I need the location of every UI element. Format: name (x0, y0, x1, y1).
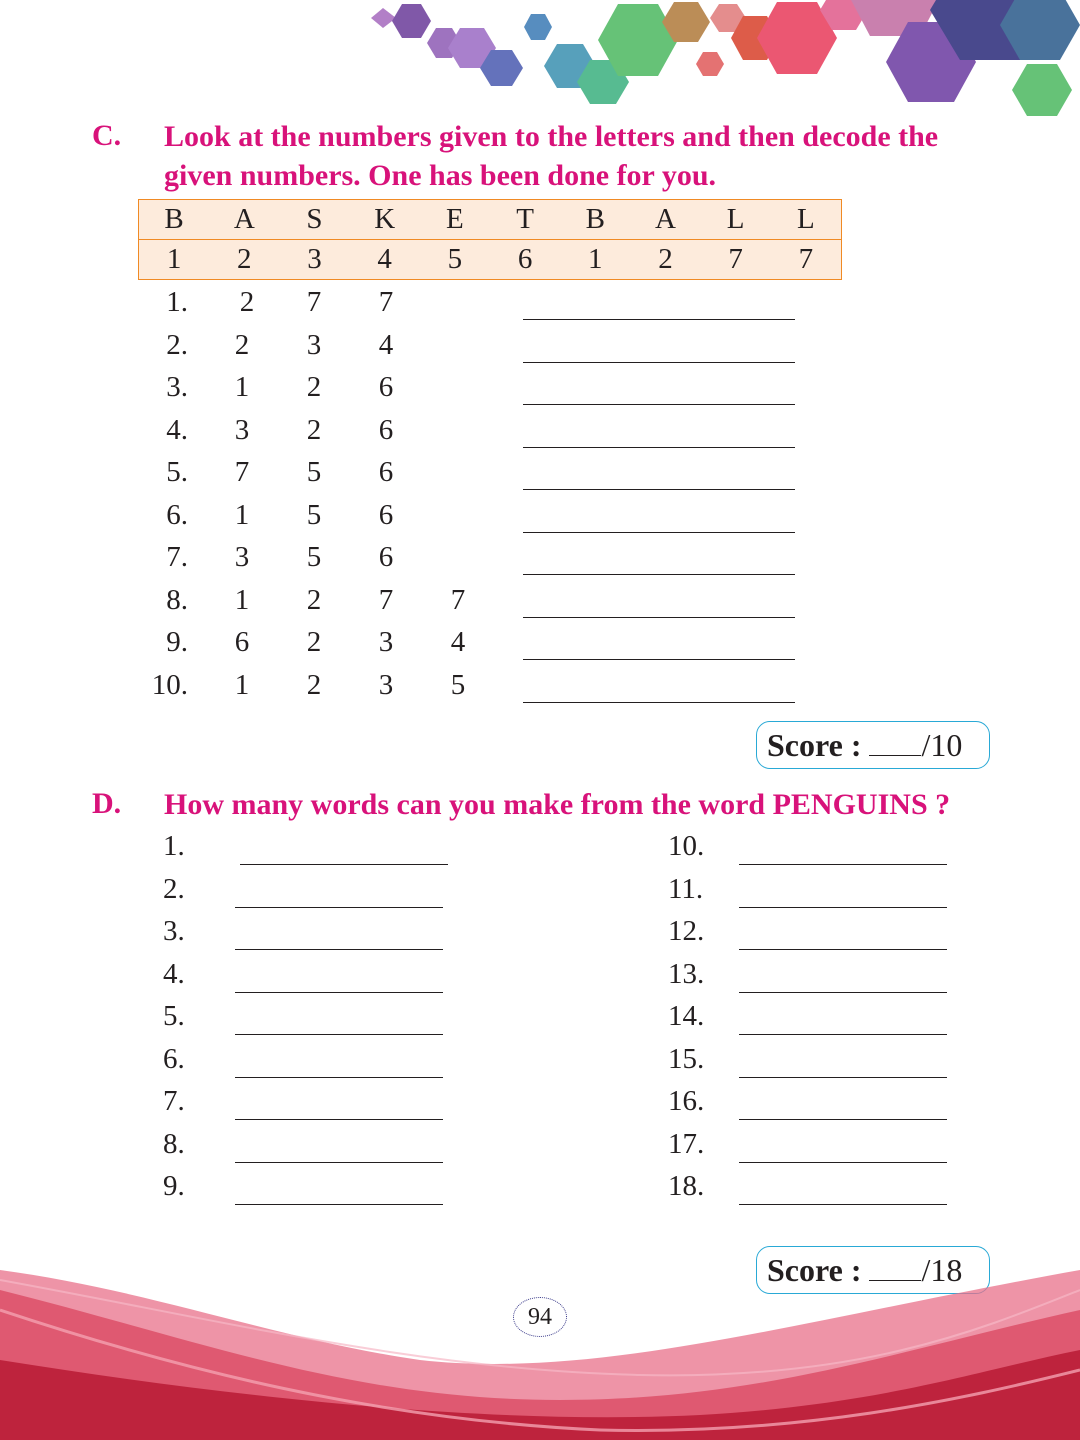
word-item (668, 1128, 958, 1170)
item-number: 6. (166, 499, 188, 531)
key-number: 7 (771, 240, 842, 280)
key-number: 2 (209, 240, 279, 280)
word-item-number: 6. (163, 1043, 185, 1075)
key-letter: T (490, 200, 560, 240)
item-number: 2. (166, 329, 188, 361)
word-item-number: 8. (163, 1128, 185, 1160)
item-digit: 3 (378, 626, 394, 658)
item-digit: 2 (306, 414, 322, 446)
word-item (668, 1085, 958, 1127)
key-number: 1 (139, 240, 210, 280)
item-digit: 6 (378, 541, 394, 573)
item-digit: 5 (450, 669, 466, 701)
word-answer-line[interactable] (235, 1119, 443, 1120)
key-number: 2 (630, 240, 700, 280)
item-digit: 7 (306, 286, 322, 318)
word-item-number: 10. (668, 830, 705, 862)
header-hexagon-decoration (0, 0, 1080, 130)
word-answer-line[interactable] (235, 1034, 443, 1035)
item-digit: 2 (234, 329, 250, 361)
item-digit: 5 (306, 541, 322, 573)
score-total: /18 (921, 1252, 963, 1288)
code-key-table (138, 199, 842, 280)
answer-line[interactable] (523, 532, 795, 533)
answer-line[interactable] (523, 404, 795, 405)
word-answer-line[interactable] (235, 1077, 443, 1078)
word-item-number: 15. (668, 1043, 705, 1075)
item-number: 3. (166, 371, 188, 403)
word-item-number: 14. (668, 1000, 705, 1032)
key-letter: K (350, 200, 420, 240)
key-number: 5 (420, 240, 490, 280)
answer-line[interactable] (523, 319, 795, 320)
item-digit: 2 (306, 669, 322, 701)
word-answer-line[interactable] (739, 1077, 947, 1078)
word-item (163, 915, 453, 957)
word-answer-line[interactable] (739, 1034, 947, 1035)
key-letter: A (630, 200, 700, 240)
word-item (668, 830, 958, 872)
word-item-number: 16. (668, 1085, 705, 1117)
key-number: 4 (350, 240, 420, 280)
word-item (163, 1000, 453, 1042)
item-number: 1. (166, 286, 188, 318)
footer-wave-decoration (0, 1250, 1080, 1440)
page-number: 94 (513, 1297, 567, 1337)
word-item-number: 3. (163, 915, 185, 947)
item-digit: 6 (378, 456, 394, 488)
answer-line[interactable] (523, 489, 795, 490)
word-item (163, 1170, 453, 1212)
key-letter: L (771, 200, 842, 240)
word-answer-line[interactable] (739, 1119, 947, 1120)
key-number: 6 (490, 240, 560, 280)
item-digit: 4 (378, 329, 394, 361)
score-blank[interactable] (869, 725, 921, 756)
word-item-number: 11. (668, 873, 704, 905)
answer-line[interactable] (523, 702, 795, 703)
word-answer-line[interactable] (739, 907, 947, 908)
word-item-number: 13. (668, 958, 705, 990)
item-number: 8. (166, 584, 188, 616)
word-item-number: 5. (163, 1000, 185, 1032)
answer-line[interactable] (523, 574, 795, 575)
item-digit: 3 (234, 414, 250, 446)
score-label: Score : (767, 727, 862, 763)
item-digit: 2 (306, 371, 322, 403)
item-digit: 4 (450, 626, 466, 658)
word-item (668, 1043, 958, 1085)
key-letter: B (139, 200, 210, 240)
word-item (668, 1000, 958, 1042)
word-item-number: 17. (668, 1128, 705, 1160)
item-digit: 3 (234, 541, 250, 573)
item-number: 7. (166, 541, 188, 573)
item-number: 9. (166, 626, 188, 658)
word-item-number: 18. (668, 1170, 705, 1202)
key-letter: S (279, 200, 349, 240)
key-letter: E (420, 200, 490, 240)
word-item (163, 873, 453, 915)
item-digit: 7 (378, 286, 394, 318)
word-item (163, 830, 453, 872)
item-number: 4. (166, 414, 188, 446)
item-digit: 1 (234, 584, 250, 616)
word-item (163, 1043, 453, 1085)
section-c-question-line1: Look at the numbers given to the letters and then decode the (164, 120, 939, 153)
word-answer-line[interactable] (235, 949, 443, 950)
section-d-question: How many words can you make from the word PENGUINS ? (164, 788, 951, 821)
item-digit: 6 (378, 499, 394, 531)
score-box-c (756, 721, 990, 769)
item-digit: 2 (239, 286, 255, 318)
word-item (668, 873, 958, 915)
section-c-question-line2: given numbers. One has been done for you. (164, 159, 717, 192)
section-c-letter: C. (92, 119, 122, 152)
key-number: 1 (560, 240, 630, 280)
word-answer-line[interactable] (235, 1204, 443, 1205)
word-item (668, 1170, 958, 1212)
item-digit: 6 (378, 371, 394, 403)
word-answer-line[interactable] (235, 907, 443, 908)
key-letters-row (139, 200, 842, 240)
key-letter: B (560, 200, 630, 240)
item-digit: 2 (306, 584, 322, 616)
word-answer-line[interactable] (235, 1162, 443, 1163)
answer-line[interactable] (523, 617, 795, 618)
word-answer-line[interactable] (739, 1162, 947, 1163)
word-answer-line[interactable] (739, 1204, 947, 1205)
item-digit: 1 (234, 371, 250, 403)
word-item-number: 12. (668, 915, 705, 947)
key-number: 3 (279, 240, 349, 280)
item-digit: 6 (378, 414, 394, 446)
item-digit: 7 (450, 584, 466, 616)
item-digit: 1 (234, 669, 250, 701)
word-answer-line[interactable] (739, 864, 947, 865)
score-label: Score : (767, 1252, 862, 1288)
answer-line[interactable] (523, 447, 795, 448)
item-digit: 2 (306, 626, 322, 658)
word-item (163, 1128, 453, 1170)
word-answer-line[interactable] (240, 864, 448, 865)
item-digit: 5 (306, 499, 322, 531)
item-number: 10. (151, 669, 188, 701)
item-digit: 7 (378, 584, 394, 616)
word-item (668, 915, 958, 957)
key-letter: L (701, 200, 771, 240)
section-d-letter: D. (92, 787, 122, 820)
item-digit: 7 (234, 456, 250, 488)
key-numbers-row (139, 240, 842, 280)
answer-line[interactable] (523, 659, 795, 660)
word-item-number: 4. (163, 958, 185, 990)
score-total: /10 (921, 727, 963, 763)
word-item-number: 1. (163, 830, 185, 862)
word-answer-line[interactable] (739, 949, 947, 950)
word-item (163, 1085, 453, 1127)
item-digit: 6 (234, 626, 250, 658)
word-item-number: 9. (163, 1170, 185, 1202)
word-answer-line[interactable] (739, 992, 947, 993)
item-digit: 1 (234, 499, 250, 531)
word-item-number: 7. (163, 1085, 185, 1117)
item-digit: 3 (378, 669, 394, 701)
item-digit: 5 (306, 456, 322, 488)
item-digit: 3 (306, 329, 322, 361)
item-number: 5. (166, 456, 188, 488)
word-item (163, 958, 453, 1000)
key-number: 7 (701, 240, 771, 280)
answer-line[interactable] (523, 362, 795, 363)
word-answer-line[interactable] (235, 992, 443, 993)
word-item (668, 958, 958, 1000)
key-letter: A (209, 200, 279, 240)
word-item-number: 2. (163, 873, 185, 905)
